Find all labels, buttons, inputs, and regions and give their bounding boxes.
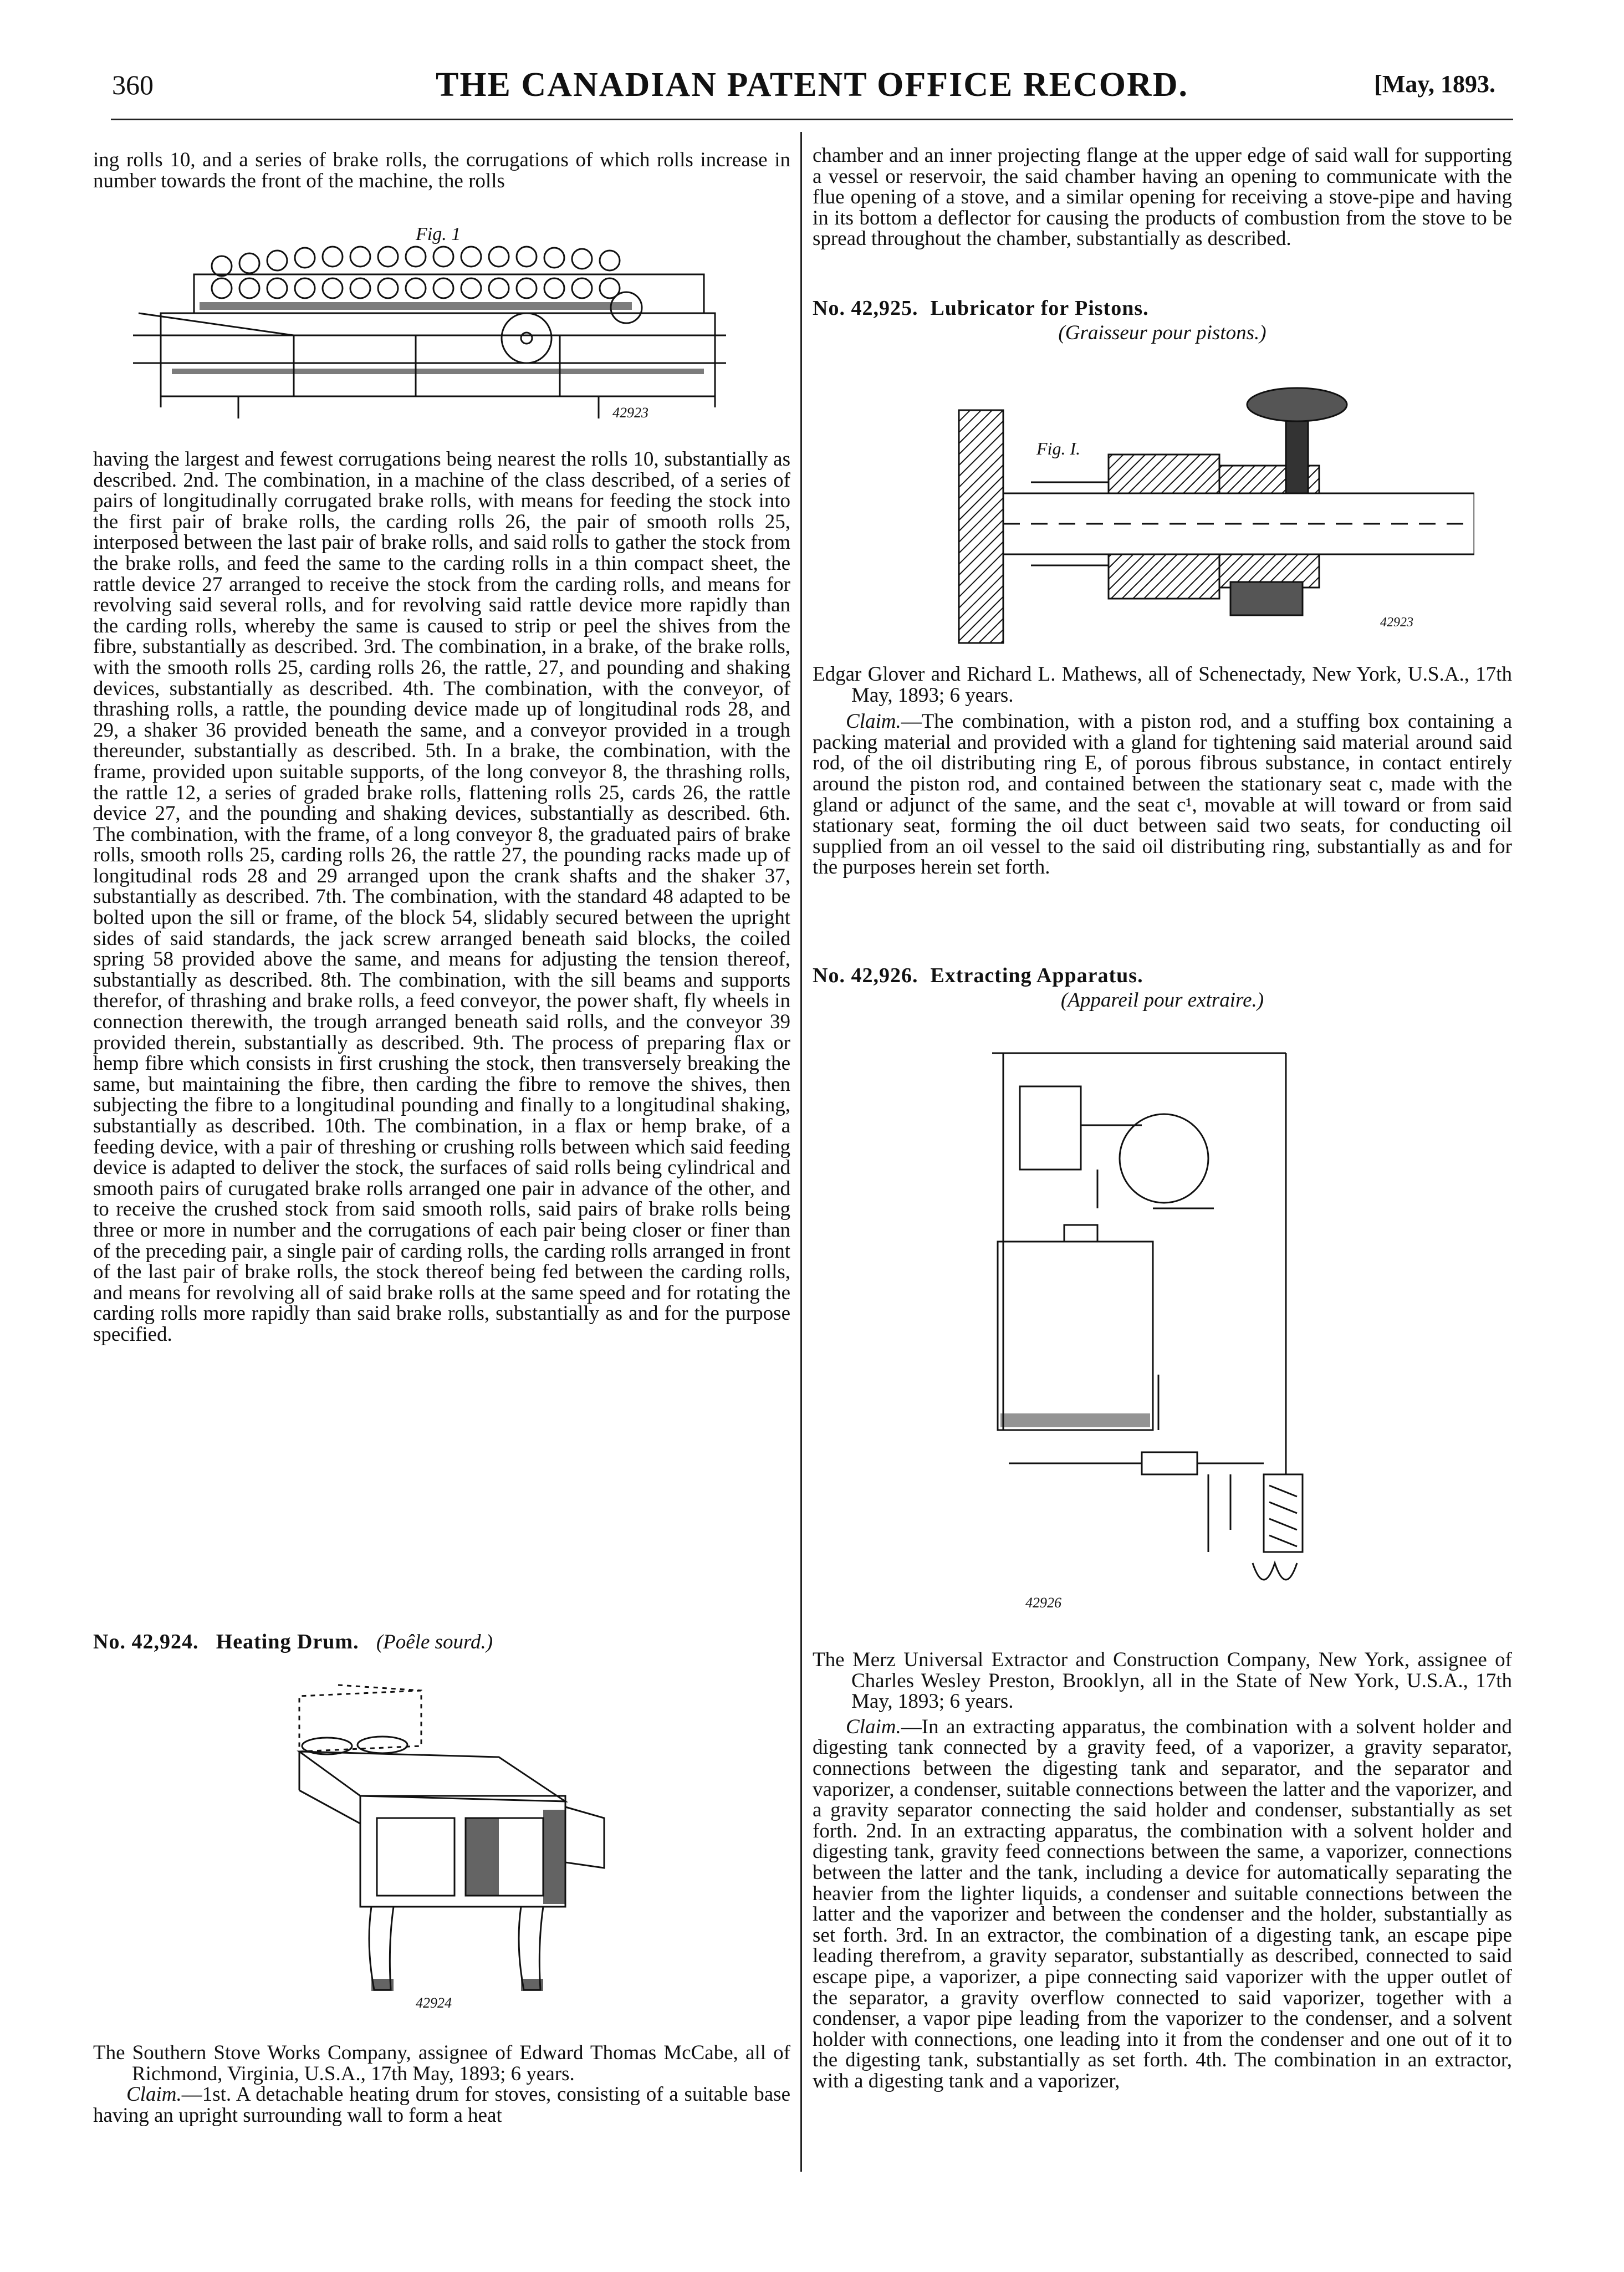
patent-42924-grantee-block (93, 2043, 790, 2126)
fig-1-brake-machine (127, 219, 754, 424)
patent-42926-text (813, 1650, 1512, 2091)
fig-1-label: Fig. 1 (416, 224, 461, 244)
patent-42925-heading (813, 298, 1512, 343)
claim-text: —In an extracting apparatus, the combination with a solvent holder and digesting tank connected by a gravity feed, of a vaporizer, a gravity separator, connections between the digesting tank and separator, and the separator and vaporizer, a condenser, suitable connections between the latter and the vaporizer, and a gravity separator connecting the said holder and condenser, substantially as set forth. 2nd. In an extracting apparatus, the combination with a solvent holder and digesting tank, gravity feed connections between the same, a vaporizer, connections between the latter and the tank, including a device for automatically separating the heavier from the lighter liquids, a condenser and suitable connections between the latter and the vaporizer and between the condenser and the holder, substantially as set forth. 3rd. In an extractor, the combination of a digesting tank, an escape pipe leading therefrom, a gravity separator, substantially as described, connected to said escape pipe, a vaporizer, a pipe connecting said vaporizer with the upper outlet of the separator, a gravity overflow connected to said vaporizer, together with a condenser, a vapor pipe leading from the vaporizer to the condenser, and a solvent holder with connections, one leading into it from the condenser and one out of it to the digesting tank, substantially as set forth. 4th. The combination in an extractor, with a digesting tank and a vaporizer, (813, 1715, 1512, 2092)
header-rule (111, 119, 1513, 120)
claim-label: Claim. (846, 710, 901, 733)
issue-date: [May, 1893. (1374, 70, 1495, 98)
patent-42925-text (813, 664, 1512, 878)
page-header (0, 65, 1624, 115)
patent-number: No. 42,924. (93, 1630, 199, 1653)
column-divider (800, 132, 802, 2172)
claim-text: —The combination, with a piston rod, and a stuffing box containing a packing material and provided with a gland for tightening said material around said rod, of the oil distributing ring E, of porous fibrous substance, in contact entirely around the piston rod, and contained between the stationary seat c, made with the gland or adjunct of the same, and the seat c¹, movable at will toward or from said stationary seat, forming the oil duct between said two seats, for conducting oil supplied from an oil vessel to the said oil distributing ring, substantially as and for the purposes herein set forth. (813, 710, 1512, 879)
left-column-intro (93, 150, 790, 191)
fig-lubricator (942, 382, 1474, 660)
fig-lubricator-label: Fig. I. (1036, 438, 1081, 458)
fig-heating-drum-number: 42924 (416, 1995, 452, 2011)
patent-42924-heading (93, 1632, 790, 1653)
claim-label: Claim. (126, 2083, 182, 2106)
patent-number: No. 42,926. (813, 964, 918, 987)
patent-french-title: (Poêle sourd.) (376, 1631, 493, 1653)
patent-number: No. 42,925. (813, 297, 918, 320)
fig-lubricator-number: 42923 (1380, 615, 1413, 630)
left-column-body (93, 449, 790, 1345)
fig-extracting-apparatus (976, 1042, 1375, 1624)
claim-label: Claim. (846, 1715, 901, 1738)
patent-42926-heading (813, 966, 1512, 1010)
patent-title: Heating Drum. (216, 1630, 359, 1653)
patent-title: Extracting Apparatus. (930, 964, 1143, 987)
continuation-text: chamber and an inner projecting flange at the upper edge of said wall for supporting a vessel or reservoir, the said chamber having an opening to communicate with the flue opening of a stove, and a similar opening for receiving a stove-pipe and having in its bottom a deflector for causing the products of combustion from the stove to be spread throughout the chamber, substantially as described. (813, 144, 1512, 251)
patent-grantee: The Southern Stove Works Company, assignee of Edward Thomas McCabe, all of Richmond, Virginia, U.S.A., 17th May, 1893; 6 years. (93, 2041, 790, 2085)
intro-text: ing rolls 10, and a series of brake rolls, the corrugations of which rolls increase in number towards the front of the machine, the rolls (93, 149, 790, 192)
fig-heating-drum-stove (277, 1679, 610, 2012)
page-number: 360 (112, 69, 154, 100)
patent-grantee: Edgar Glover and Richard L. Mathews, all of Schenectady, New York, U.S.A., 17th May, 1893; 6 years. (813, 663, 1512, 707)
claims-text: having the largest and fewest corrugations being nearest the rolls 10, substantially as described. 2nd. The combination, in a machine of the class described, of a series of pairs of longitudinally corrugated brake rolls, with means for feeding the stock into the first pair of brake rolls, the carding rolls 26, the pair of smooth rolls 25, interposed between the last pair of brake rolls, and said rolls to gather the stock from the brake rolls, and feed the same to the carding rolls in a thin compact sheet, the rattle device 27 arranged to receive the stock from the carding rolls, and means for revolving said several rolls, and for revolving said rattle device more rapidly than the carding rolls, whereby the same is caused to strip or peel the shives from the fibre, substantially as described. 3rd. The combination, in a brake, of the brake rolls, with the smooth rolls 25, carding rolls 26, the rattle, 27, and pounding and shaking devices, substantially as described. 4th. The combination, with the conveyor, of thrashing rolls, a rattle, the pounding device made up of longitudinal rods 28, and 29, a shaker 36 provided beneath the same, and a conveyor provided in a trough thereunder, substantially as described. 5th. In a brake, the combination, with the frame, provided upon suitable supports, of the long conveyor 8, the thrashing rolls, the rattle 12, a series of graded brake rolls, flattening rolls 25, cards 26, the rattle device 27, and the pounding and shaking devices, substantially as described. 6th. The combination, with the frame, of a long conveyor 8, the graduated pairs of brake rolls, smooth rolls 25, carding rolls 26, the rattle 27, the pounding racks made up of longitudinal rods 28 and 29 arranged upon the crank shafts and the shaker 37, substantially as described. 7th. The combination, with the standard 48 adapted to be bolted upon the sill or frame, of the block 54, slidably secured between the upright sides of said standards, the jack screw arranged beneath said blocks, the coiled spring 58 provided above the same, and means for adjusting the tension thereof, substantially as described. 8th. The combination, with the sill beams and supports therefor, of thrashing and brake rolls, a feed conveyor, the power shaft, fly wheels in connection therewith, the trough arranged beneath said rolls, and the conveyor 39 provided therein, substantially as described. 9th. The process of preparing flax or hemp fibre which consists in first crushing the stock, then transversely breaking the same, but maintaining the fibre, then carding the fibre to remove the shives, then subjecting the fibre to a longitudinal pounding and finally to a longitudinal shaking, substantially as described. 10th. The combination, in a flax or hemp brake, of a feeding device, with a pair of threshing or crushing rolls between which said feeding device is adapted to deliver the stock, the surfaces of said rolls being cylindrical and smooth pairs of curugated brake rolls arranged one pair in advance of the other, and to receive the crushed stock from said smooth rolls, said pairs of brake rolls being three or more in number and the corrugations of each pair being closer or finer than of the preceding pair, a single pair of carding rolls, the carding rolls arranged in front of the last pair of brake rolls, the stock thereof being fed between the carding rolls, and means for revolving all of said brake rolls at the same speed and for rotating the carding rolls more rapidly than said brake rolls, substantially as and for the purpose specified. (93, 448, 790, 1346)
fig-1-number: 42923 (612, 405, 648, 421)
claim-text: —1st. A detachable heating drum for stoves, consisting of a suitable base having an upright surrounding wall to form a heat (93, 2083, 790, 2127)
fig-extracting-number: 42926 (1025, 1595, 1061, 1611)
patent-title: Lubricator for Pistons. (930, 297, 1149, 320)
patent-french-title: (Graisseur pour pistons.) (1058, 321, 1266, 344)
journal-title: THE CANADIAN PATENT OFFICE RECORD. (435, 66, 1189, 104)
patent-grantee: The Merz Universal Extractor and Construction Company, New York, assignee of Charles Wesley Preston, Brooklyn, all in the State of New York, U.S.A., 17th May, 1893; 6 years. (813, 1648, 1512, 1713)
right-column-continuation (813, 145, 1512, 249)
patent-french-title: (Appareil pour extraire.) (1060, 988, 1264, 1012)
